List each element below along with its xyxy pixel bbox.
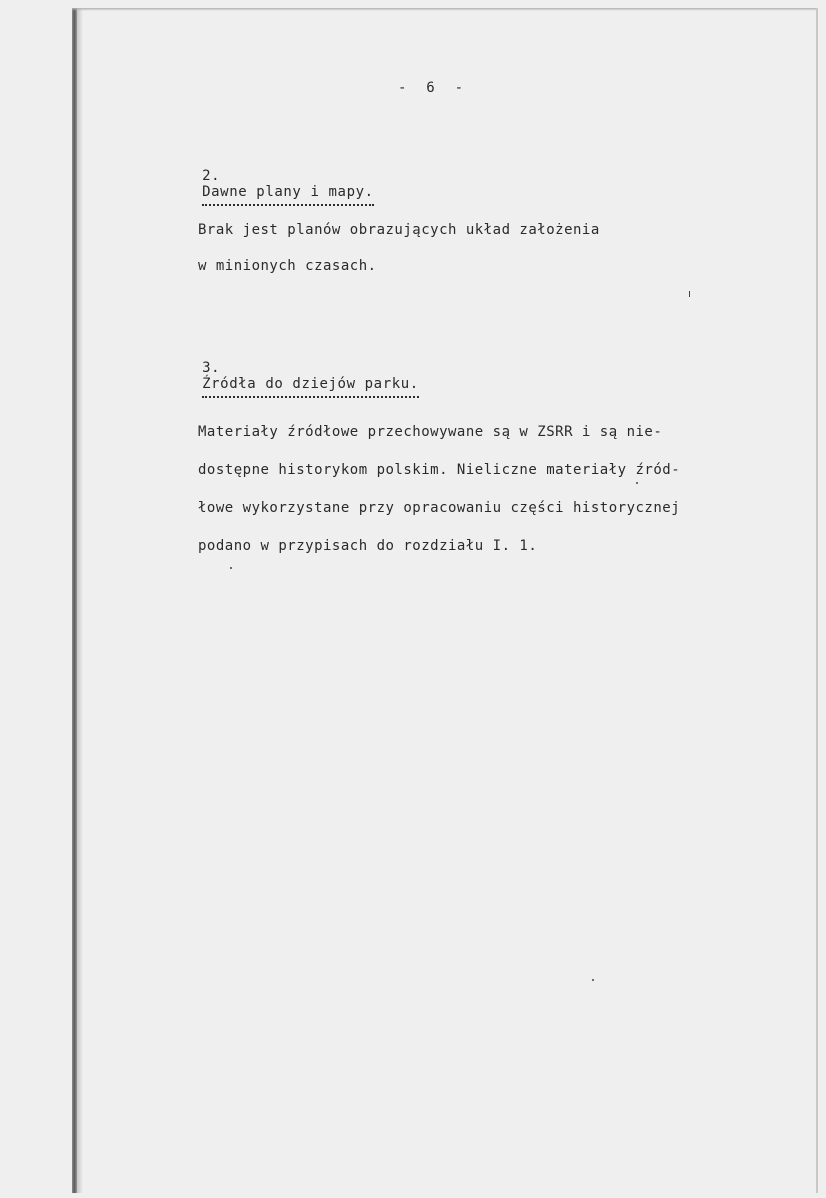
paragraph-line: Brak jest planów obrazujących układ założenia (198, 222, 600, 238)
top-edge (72, 8, 817, 11)
section-heading-3 (166, 344, 419, 414)
paragraph-line: w minionych czasach. (198, 258, 377, 274)
section-title: Dawne plany i mapy. (202, 184, 374, 206)
paragraph-line: łowe wykorzystane przy opracowaniu części historycznej (198, 500, 681, 516)
dust-speck (689, 291, 690, 297)
paragraph-line: podano w przypisach do rozdziału I. 1. (198, 538, 538, 554)
dust-speck (230, 567, 232, 569)
paragraph-line: dostępne historykom polskim. Nieliczne materiały źród- (198, 462, 681, 478)
dust-speck (636, 482, 638, 484)
right-edge (816, 8, 818, 1193)
page-number: - 6 - (398, 80, 465, 96)
section-number: 3. (202, 360, 221, 376)
dust-speck (592, 979, 594, 981)
section-heading-2 (166, 152, 374, 222)
paragraph-line: Materiały źródłowe przechowywane są w ZSRR i są nie- (198, 424, 663, 440)
section-title: Źródła do dziejów parku. (202, 376, 419, 398)
section-number: 2. (202, 168, 221, 184)
binding-shadow (77, 8, 83, 1193)
